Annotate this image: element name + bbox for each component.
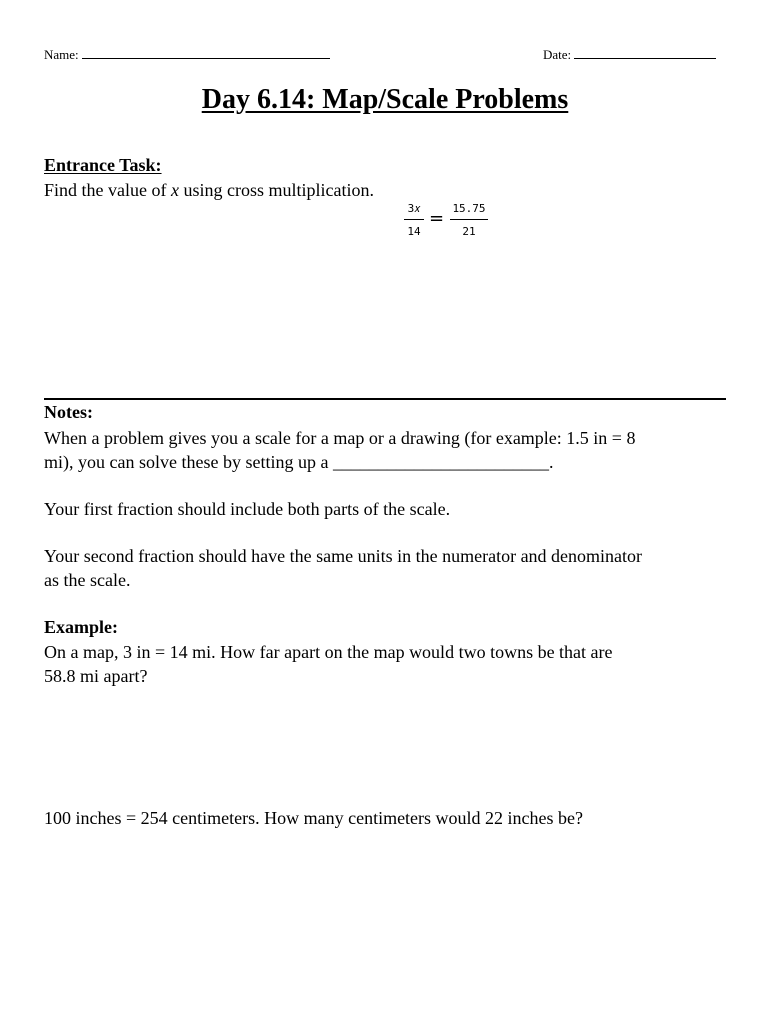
notes-second-fraction-line-1: Your second fraction should have the same units in the numerator and denominator	[44, 546, 643, 566]
problem-2: 100 inches = 254 centimeters. How many centimeters would 22 inches be?	[44, 808, 584, 828]
example-heading: Example:	[44, 617, 118, 637]
notes-heading: Notes:	[44, 402, 93, 422]
example-line-1: On a map, 3 in = 14 mi. How far apart on the map would two towns be that are	[44, 642, 613, 662]
right-denominator: 21	[462, 225, 476, 238]
date-label: Date:	[543, 47, 572, 62]
right-fraction-bar	[450, 219, 488, 220]
name-field	[44, 46, 330, 63]
notes-first-fraction: Your first fraction should include both parts of the scale.	[44, 499, 451, 519]
name-blank-line[interactable]	[82, 46, 330, 59]
entrance-task-prompt	[44, 178, 374, 202]
example-line-2: 58.8 mi apart?	[44, 666, 148, 686]
right-numerator: 15.75	[452, 202, 486, 215]
left-fraction-bar	[404, 219, 424, 220]
prompt-text-post: using cross multiplication.	[178, 180, 374, 200]
equals-sign: =	[429, 208, 445, 229]
notes-line-2: mi), you can solve these by setting up a ________________________.	[44, 452, 554, 472]
notes-second-fraction-line-2: as the scale.	[44, 570, 131, 590]
prompt-text-pre: Find the value of	[44, 180, 171, 200]
notes-line-1: When a problem gives you a scale for a map or a drawing (for example: 1.5 in = 8	[44, 428, 636, 448]
left-numerator: 3𝑥	[407, 202, 421, 215]
section-divider	[44, 398, 726, 400]
page-title: Day 6.14: Map/Scale Problems	[201, 84, 569, 115]
prompt-variable: x	[170, 180, 179, 200]
date-field	[543, 46, 716, 63]
entrance-task-heading: Entrance Task:	[44, 155, 162, 175]
name-label: Name:	[44, 47, 79, 62]
left-denominator: 14	[407, 225, 421, 238]
date-blank-line[interactable]	[574, 46, 716, 59]
